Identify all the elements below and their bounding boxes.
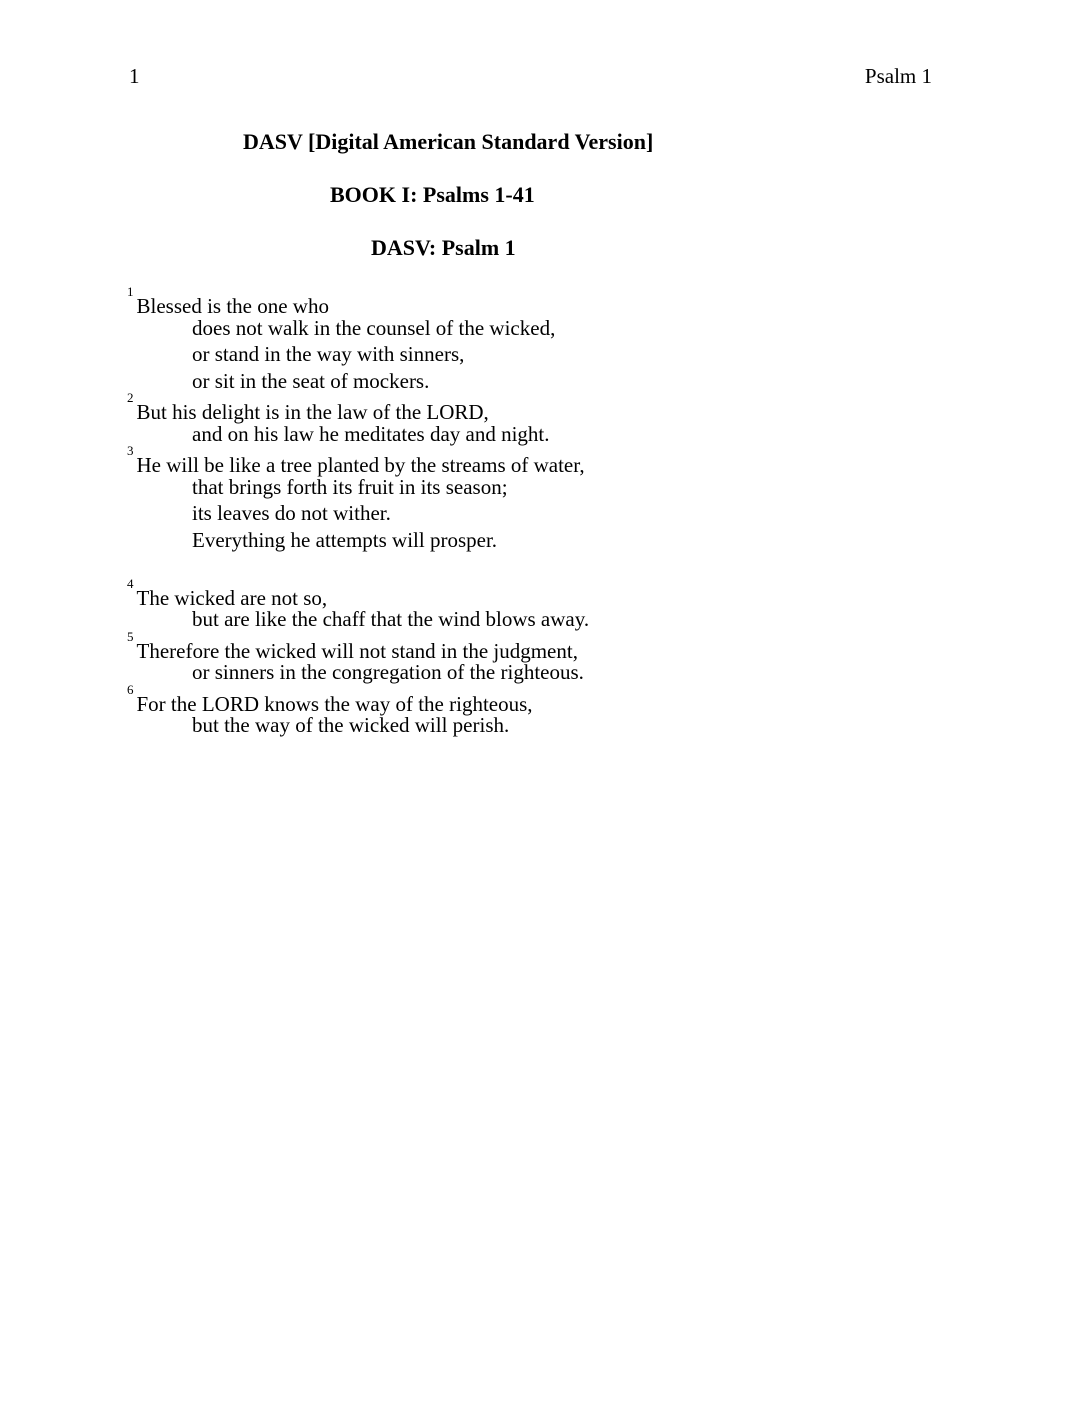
- verse-number: 5: [127, 628, 134, 644]
- verse-line: that brings forth its fruit in its season;: [192, 474, 508, 499]
- verse-5: [127, 628, 747, 686]
- version-heading: DASV [Digital American Standard Version]: [243, 129, 654, 154]
- verse-line: does not walk in the counsel of the wicked,: [192, 315, 556, 340]
- verse-text: But his delight is in the law of the LORD,: [136, 400, 489, 424]
- verse-line: [127, 575, 747, 610]
- verse-3: [127, 443, 747, 553]
- verse-number: 2: [127, 390, 134, 405]
- verse-number: 6: [127, 681, 134, 697]
- verse-line: or sit in the seat of mockers.: [192, 368, 430, 393]
- verse-line: and on his law he meditates day and night.: [192, 421, 550, 446]
- running-title: Psalm 1: [864, 64, 932, 88]
- book-heading: BOOK I: Psalms 1-41: [330, 182, 535, 207]
- verse-number: 1: [127, 284, 134, 299]
- verse-1: [127, 284, 747, 394]
- verse-line: [127, 443, 747, 477]
- verse-4: [127, 575, 747, 633]
- verse-number: 4: [127, 575, 134, 591]
- verse-line: Everything he attempts will prosper.: [192, 527, 498, 552]
- page-number: 1: [129, 64, 140, 88]
- verse-text: Therefore the wicked will not stand in the judgment,: [136, 638, 578, 663]
- verse-line: [127, 628, 747, 663]
- verse-text: The wicked are not so,: [136, 585, 328, 610]
- verse-line: [127, 681, 747, 716]
- verse-line: but are like the chaff that the wind blows away.: [192, 607, 590, 631]
- verse-text: For the LORD knows the way of the righteous,: [136, 691, 533, 716]
- stanza-break: [127, 553, 747, 580]
- verse-line: its leaves do not wither.: [192, 501, 391, 525]
- verse-line: or sinners in the congregation of the righteous.: [192, 660, 584, 684]
- verse-text: Blessed is the one who: [136, 294, 329, 318]
- verse-6: [127, 681, 747, 739]
- verse-2: [127, 390, 747, 447]
- verse-line: but the way of the wicked will perish.: [192, 713, 510, 737]
- verse-line: [127, 284, 747, 318]
- verse-number: 3: [127, 443, 134, 458]
- psalm-heading: DASV: Psalm 1: [371, 235, 516, 260]
- verse-line: [127, 390, 747, 424]
- psalm-text: [127, 284, 747, 739]
- verse-line: or stand in the way with sinners,: [192, 342, 465, 366]
- verse-text: He will be like a tree planted by the streams of water,: [136, 453, 585, 477]
